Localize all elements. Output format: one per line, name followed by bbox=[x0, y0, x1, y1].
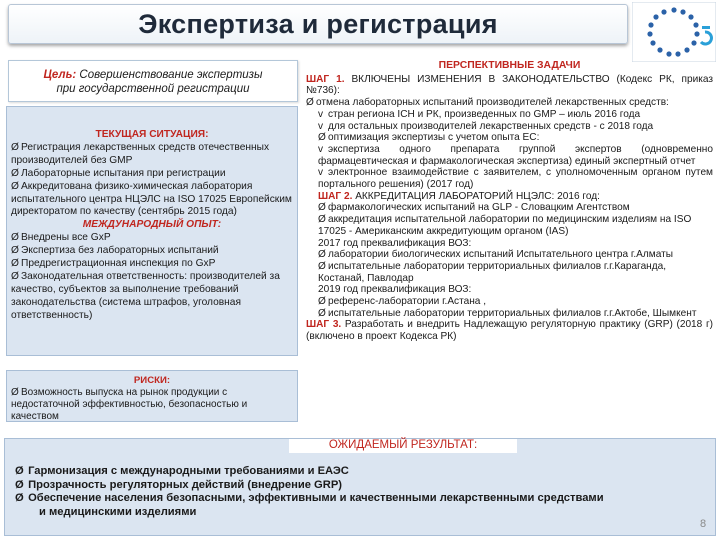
goal-text: Совершенствование экспертизы bbox=[76, 69, 263, 81]
preq-2017: 2017 год преквалификация ВОЗ: bbox=[318, 237, 472, 249]
arrow-icon: Ø bbox=[11, 167, 19, 179]
arrow-icon: Ø bbox=[11, 270, 19, 282]
page-number: 8 bbox=[700, 518, 707, 530]
current-situation-panel bbox=[6, 106, 298, 356]
list-item: Ø Внедрены все GxP bbox=[11, 232, 111, 244]
step-1: ШАГ 1. ВКЛЮЧЕНЫ ИЗМЕНЕНИЯ В ЗАКОНОДАТЕЛЬСТВО (Кодекс РК, приказ №736): bbox=[306, 73, 713, 97]
goal-text-line2: при государственной регистрации bbox=[56, 83, 250, 95]
arrow-icon: Ø bbox=[318, 260, 326, 272]
expected-result-panel bbox=[4, 438, 716, 536]
list-item: Ø Возможность выпуска на рынок продукции с недостаточной эффективностью, безопасностью и качеством bbox=[11, 387, 248, 422]
diamond-icon: v bbox=[318, 108, 324, 120]
list-item: Ø аккредитация испытательной лаборатории по медицинским изделиям на ISO 17025 - Американским аккредитующим органом (IAS) bbox=[318, 214, 692, 237]
arrow-icon: Ø bbox=[11, 245, 19, 257]
step-3: ШАГ 3. Разработать и внедрить Надлежащую регуляторную практику (GRP) (2018 г) (включено в проект Кодекса РК) bbox=[306, 319, 713, 343]
step-2: ШАГ 2. АККРЕДИТАЦИЯ ЛАБОРАТОРИЙ НЦЭЛС: 2016 год: bbox=[318, 190, 600, 202]
list-item: Ø Прозрачность регуляторных действий (внедрение GRP) bbox=[15, 478, 343, 491]
arrow-icon: Ø bbox=[11, 387, 19, 398]
list-item: Ø Аккредитована физико-химическая лаборатория испытательного центра НЦЭЛС на ISO 17025 Европейским директоратом по качеству (сентябрь 2015 года) bbox=[11, 180, 292, 218]
tasks-heading: ПЕРСПЕКТИВНЫЕ ЗАДАЧИ bbox=[438, 60, 581, 71]
arrow-icon: Ø bbox=[318, 132, 326, 144]
arrow-icon: Ø bbox=[15, 465, 24, 477]
list-item: Ø Гармонизация с международными требованиями и ЕАЭС bbox=[15, 465, 349, 477]
diamond-icon: v bbox=[318, 120, 324, 132]
result-heading: ОЖИДАЕМЫЙ РЕЗУЛЬТАТ: bbox=[289, 439, 517, 453]
arrow-icon: Ø bbox=[318, 202, 326, 214]
list-item: v стран региона ICH и РК, произведенных по GMP – июль 2016 года bbox=[318, 108, 641, 120]
list-item: v для остальных производителей лекарственных средств - с 2018 года bbox=[318, 120, 654, 132]
list-item: Ø Лабораторные испытания при регистрации bbox=[11, 167, 226, 179]
list-item: Ø референс-лаборатории г.Астана , bbox=[318, 296, 487, 308]
list-item-continuation: и медицинскими изделиями bbox=[39, 505, 197, 518]
risks-heading: РИСКИ: bbox=[133, 375, 171, 386]
arrow-icon: Ø bbox=[318, 296, 326, 308]
situation-heading: ТЕКУЩАЯ СИТУАЦИЯ: bbox=[95, 129, 209, 140]
logo-icon bbox=[632, 2, 716, 62]
diamond-icon: v bbox=[318, 167, 324, 179]
arrow-icon: Ø bbox=[318, 249, 326, 261]
goal-box bbox=[8, 60, 298, 102]
list-item: Ø лаборатории биологических испытаний Испытательного центра г.Алматы bbox=[318, 249, 673, 261]
preq-2019: 2019 год преквалификация ВОЗ: bbox=[318, 284, 472, 296]
result-list bbox=[15, 465, 705, 519]
arrow-icon: Ø bbox=[318, 307, 326, 319]
list-item: Ø Регистрация лекарственных средств отечественных производителей без GMP bbox=[11, 141, 270, 166]
title-bar bbox=[8, 4, 628, 44]
future-tasks-panel bbox=[306, 60, 715, 380]
list-item: Ø фармакологических испытаний на GLP - Словацким Агентством bbox=[318, 202, 630, 214]
arrow-icon: Ø bbox=[306, 97, 314, 109]
arrow-icon: Ø bbox=[15, 478, 24, 491]
list-item: Ø Экспертиза без лабораторных испытаний bbox=[11, 245, 219, 257]
goal-label: Цель: bbox=[43, 69, 77, 81]
list-item: Ø испытательные лаборатории территориальных филиалов г.г.Караганда, Костанай, Павлодар bbox=[318, 260, 667, 284]
list-item: Ø испытательные лаборатории территориальных филиалов г.г.Актобе, Шымкент bbox=[318, 307, 697, 319]
arrow-icon: Ø bbox=[318, 214, 326, 226]
arrow-icon: Ø bbox=[11, 180, 19, 192]
diamond-icon: v bbox=[318, 143, 324, 155]
risks-panel bbox=[6, 370, 298, 422]
list-item: Ø оптимизация экспертизы с учетом опыта ЕС: bbox=[318, 132, 540, 144]
list-item: Ø Предрегистрационная инспекция по GxP bbox=[11, 258, 216, 270]
list-item: Ø Законодательная ответственность: производителей за качество, субъектов за выполнение требований законодательства (система штрафов, уголовная ответственность) bbox=[11, 270, 280, 321]
arrow-icon: Ø bbox=[11, 258, 19, 270]
international-heading: МЕЖДУНАРОДНЫЙ ОПЫТ: bbox=[82, 219, 222, 231]
list-item: v электронное взаимодействие с заявителем, с уполномоченным органом путем портального решения) (2017 год) bbox=[318, 167, 713, 191]
list-item: v экспертиза одного препарата группой экспертов (одновременно фармацевтическая и фармакологическая экспертиза) единый экспертный отчет bbox=[318, 143, 713, 167]
slide-title: Экспертиза и регистрация bbox=[138, 8, 498, 39]
list-item: Ø отмена лабораторных испытаний производителей лекарственных средств: bbox=[306, 97, 669, 109]
arrow-icon: Ø bbox=[15, 492, 24, 504]
list-item: Ø Обеспечение населения безопасными, эффективными и качественными лекарственными средствами bbox=[15, 492, 604, 504]
arrow-icon: Ø bbox=[11, 232, 19, 244]
arrow-icon: Ø bbox=[11, 141, 19, 153]
